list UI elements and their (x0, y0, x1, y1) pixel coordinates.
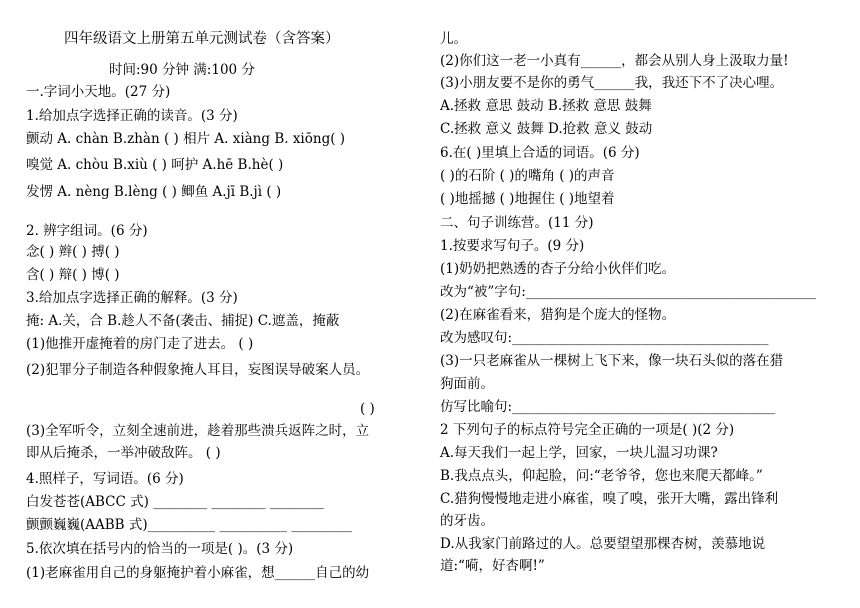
right-line-10: (1)奶奶把熟透的杏子分给小伙伴们吃。 (440, 261, 676, 277)
left-line-15: (3)全军听令，立刻全速前进，趁着那些溃兵返阵之时，立 (26, 423, 370, 439)
right-line-14: (3)一只老麻雀从一棵树上飞下来，像一块石头似的落在猎 (440, 353, 784, 369)
right-line-11: 改为“被”字句:___________________________________________ (440, 284, 817, 300)
right-line-0: 儿。 (440, 31, 467, 47)
right-line-15: 狗面前。 (440, 376, 494, 392)
left-line-16: 即从后掩杀，一举冲破敌阵。 ( ) (26, 445, 221, 461)
right-line-4: C.拯救 意义 鼓舞 D.抢救 意义 鼓动 (440, 121, 653, 137)
left-line-8: 念( ) 辫( ) 搏( ) (26, 244, 120, 260)
right-line-12: (2)在麻雀看来，猎狗是个庞大的怪物。 (440, 307, 676, 323)
right-line-17: 2 下列句子的标点符号完全正确的一项是( )(2 分) (440, 422, 735, 438)
left-line-13: (2)犯罪分子制造各种假象掩人耳目，妄图误导破案人员。 (26, 362, 370, 378)
right-line-9: 1.按要求写句子。(9 分) (440, 238, 585, 254)
left-line-10: 3.给加点字选择正确的解释。(3 分) (26, 290, 238, 306)
left-line-0: 四年级语文上册第五单元测试卷（含答案） (64, 31, 340, 47)
right-line-18: A.每天我们一起上学，回家，一块儿温习功课? (440, 445, 718, 461)
right-line-5: 6.在( )里填上合适的词语。(6 分) (440, 145, 640, 161)
right-line-13: 改为感叹句:______________________________________ (440, 330, 769, 346)
left-line-9: 含( ) 辩( ) 博( ) (26, 267, 120, 283)
left-line-6: 发愣 A. nèng B.lèng ( ) 鲫鱼 A.jī B.jì ( ) (26, 184, 282, 200)
left-line-5: 嗅觉 A. chòu B.xiù ( ) 呵护 A.hē B.hè( ) (26, 157, 284, 173)
left-line-11: 掩: A.关，合 B.趁人不备(袭击、捕捉) C.遮盖，掩蔽 (26, 313, 340, 329)
right-line-3: A.拯救 意思 鼓动 B.拯救 意思 鼓舞 (440, 98, 652, 114)
left-line-14: ( ) (360, 401, 375, 417)
left-line-4: 颤动 A. chàn B.zhàn ( ) 相片 A. xiàng B. xiōng( ) (26, 131, 346, 147)
right-line-2: (3)小朋友要不是你的勇气______我，我还下不了决心哩。 (440, 75, 784, 91)
left-line-20: 5.依次填在括号内的恰当的一项是( )。(3 分) (26, 541, 294, 557)
right-line-8: 二、句子训练营。(11 分) (440, 215, 594, 231)
right-line-21: 的牙齿。 (440, 513, 494, 529)
left-line-1: 时间:90 分钟 满:100 分 (109, 62, 255, 78)
left-line-2: 一.字词小天地。(27 分) (26, 84, 171, 100)
left-line-19: 颤颤巍巍(AABB 式)__________ __________ _________ (26, 517, 352, 533)
right-line-7: ( )地摇撼 ( )地握住 ( )地望着 (440, 191, 615, 207)
left-line-21: (1)老麻雀用自己的身躯掩护着小麻雀，想______自己的幼 (26, 565, 370, 581)
right-line-1: (2)你们这一老一小真有______，都会从别人身上汲取力量! (440, 53, 789, 69)
right-line-23: 道:“嗬，好杏啊!” (440, 558, 545, 574)
left-line-3: 1.给加点字选择正确的读音。(3 分) (26, 108, 238, 124)
right-line-16: 仿写比喻句:_______________________________________ (440, 399, 776, 415)
right-line-20: C.猎狗慢慢地走进小麻雀，嗅了嗅，张开大嘴，露出锋利 (440, 491, 779, 507)
left-line-17: 4.照样子，写词语。(6 分) (26, 471, 184, 487)
right-line-6: ( )的石阶 ( )的嘴角 ( )的声音 (440, 168, 615, 184)
right-line-19: B.我点点头，仰起脸，问:“老爷爷，您也来爬天都峰。” (440, 468, 763, 484)
right-line-22: D.从我家门前路过的人。总要望望那棵杏树，羡慕地说 (440, 536, 766, 552)
left-line-12: (1)他推开虚掩着的房门走了进去。 ( ) (26, 336, 254, 352)
left-line-18: 白发苍苍(ABCC 式) ________ ________ ________ (26, 494, 324, 510)
left-line-7: 2. 辨字组词。(6 分) (26, 223, 148, 239)
